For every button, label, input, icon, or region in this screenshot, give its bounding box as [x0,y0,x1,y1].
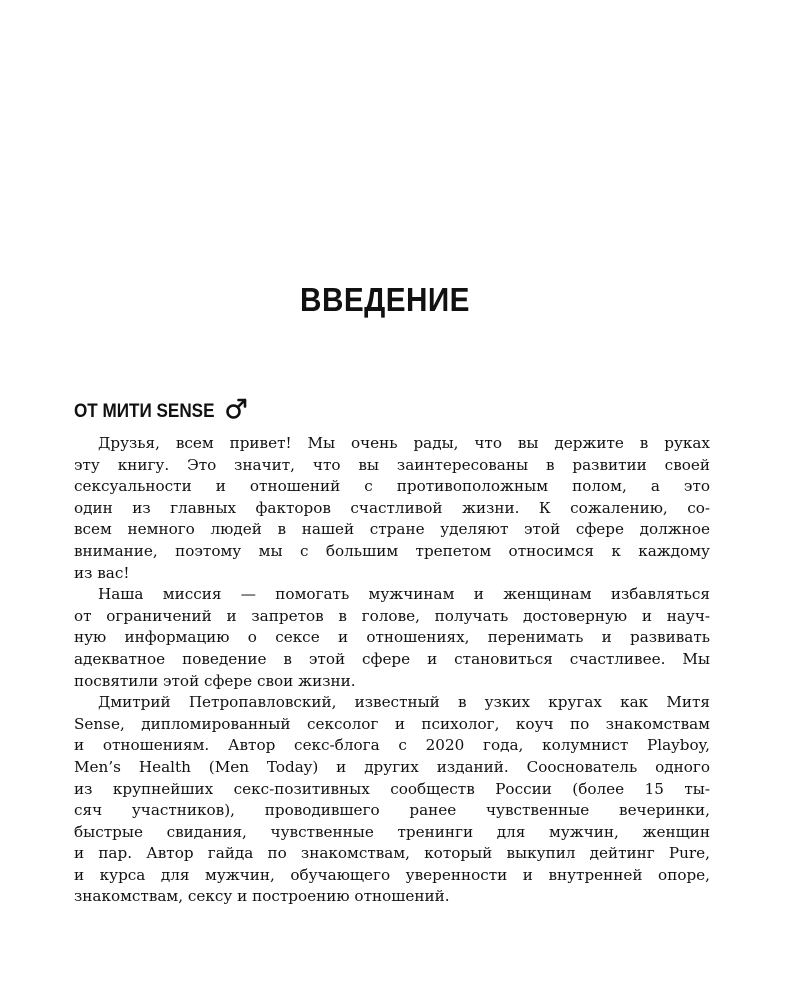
text-line: Sense, дипломированный сексолог и психолог, коуч по знакомствам [74,714,710,733]
text-line: всем немного людей в нашей стране уделяют этой сфере должное [74,520,710,539]
text-line: из вас! [74,563,130,582]
page-title: ВВЕДЕНИЕ [300,281,470,318]
text-line: и курса для мужчин, обучающего уверенности и внутренней опоре, [74,865,710,884]
text-line: Men’s Health (Men Today) и других изданий. Сооснователь одного [74,757,710,776]
text-line: внимание, поэтому мы с большим трепетом относимся к каждому [74,541,710,560]
text-line: сяч участников), проводившего ранее чувственные вечеринки, [74,801,710,820]
text-line: Наша миссия — помогать мужчинам и женщинам избавляться [98,585,710,604]
body-text [74,433,710,908]
text-line: Друзья, всем привет! Мы очень рады, что вы держите в руках [98,434,710,452]
text-line: ную информацию о сексе и отношениях, перенимать и развивать [74,628,710,647]
text-line: посвятили этой сфере свои жизни. [74,671,356,690]
text-line: эту книгу. Это значит, что вы заинтересованы в развитии своей [74,455,710,474]
text-line: знакомствам, сексу и построению отношений. [74,887,450,906]
paragraph-3 [74,692,710,908]
paragraph-1 [74,433,710,584]
text-line: сексуальности и отношений с противоположным полом, а это [74,477,710,496]
text-line: и пар. Автор гайда по знакомствам, который выкупил дейтинг Pure, [74,844,710,863]
section-heading-text: ОТ МИТИ SENSE [74,401,215,422]
paragraph-2 [74,584,710,692]
text-line: адекватное поведение в этой сфере и становиться счастливее. Мы [74,649,710,668]
text-line: из крупнейших секс-позитивных сообществ России (более 15 ты- [74,779,710,798]
text-line: и отношениям. Автор секс-блога с 2020 года, колумнист Playboy, [74,736,710,755]
section-heading [74,397,248,427]
male-symbol-icon [224,397,248,427]
text-line: быстрые свидания, чувственные тренинги для мужчин, женщин [74,822,710,841]
text-line: один из главных факторов счастливой жизни. К сожалению, со- [74,498,710,517]
text-line: от ограничений и запретов в голове, получать достоверную и науч- [74,606,710,625]
text-line: Дмитрий Петропавловский, известный в узких кругах как Митя [98,693,710,712]
